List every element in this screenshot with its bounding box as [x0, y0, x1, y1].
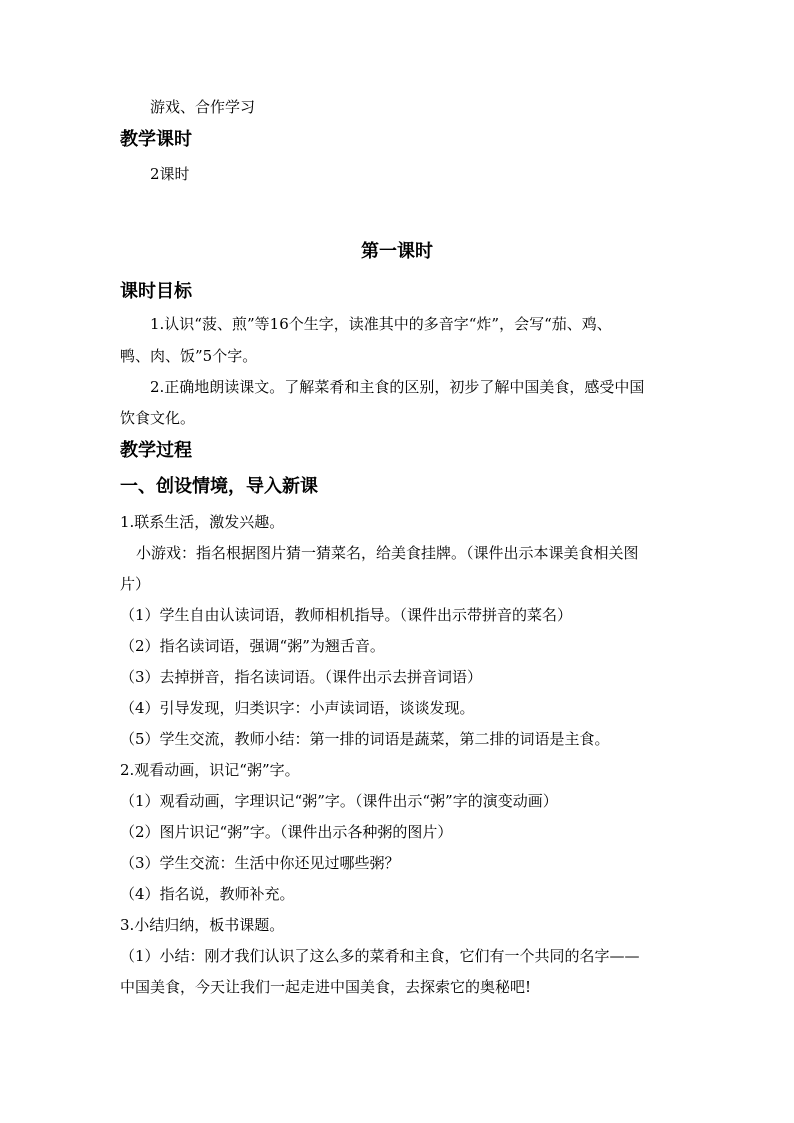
text-line: 2.正确地朗读课文。了解菜肴和主食的区别，初步了解中国美食，感受中国: [150, 378, 645, 396]
text-line: 鸭、肉、饭”5个字。: [120, 347, 258, 365]
section-heading: 教学过程: [120, 440, 192, 461]
text-line: （2）图片识记“粥”字。（课件出示各种粥的图片）: [120, 823, 453, 841]
text-line: （1）小结：刚才我们认识了这么多的菜肴和主食，它们有一个共同的名字——: [120, 947, 640, 965]
text-line: （3）学生交流：生活中你还见过哪些粥？: [120, 854, 400, 872]
text-line: 饮食文化。: [120, 409, 196, 427]
text-line: 片）: [120, 575, 151, 593]
text-line: 1.联系生活，激发兴趣。: [120, 513, 285, 531]
lesson-title: 第一课时: [361, 241, 433, 262]
text-line: 3.小结归纳，板书课题。: [120, 916, 285, 934]
text-line: （3）去掉拼音，指名读词语。（课件出示去拼音词语）: [120, 668, 483, 686]
text-line: 2.观看动画，识记“粥”字。: [120, 761, 300, 779]
text-line: 中国美食，今天让我们一起走进中国美食，去探索它的奥秘吧!: [120, 978, 532, 996]
section-heading: 教学课时: [120, 129, 192, 150]
text-line: 游戏、合作学习: [150, 98, 256, 116]
text-line: （5）学生交流，教师小结：第一排的词语是蔬菜，第二排的词语是主食。: [120, 730, 610, 748]
subsection-heading: 一、创设情境，导入新课: [120, 476, 318, 497]
text-line: （1）观看动画，字理识记“粥”字。（课件出示“粥”字的演变动画）: [120, 792, 558, 810]
text-line: （2）指名读词语，强调“粥”为翘舌音。: [120, 637, 385, 655]
text-line: （4）引导发现，归类识字：小声读词语，谈谈发现。: [120, 699, 475, 717]
text-line: 1.认识“菠、煎”等16个生字，读准其中的多音字“炸”，会写“茄、鸡、: [150, 315, 612, 333]
text-line: 小游戏：指名根据图片猜一猜菜名，给美食挂牌。（课件出示本课美食相关图: [136, 544, 639, 562]
text-line: （1）学生自由认读词语，教师相机指导。（课件出示带拼音的菜名）: [120, 606, 573, 624]
section-heading: 课时目标: [120, 281, 192, 302]
text-line: （4）指名说，教师补充。: [120, 885, 295, 903]
text-line: 2课时: [150, 165, 190, 183]
